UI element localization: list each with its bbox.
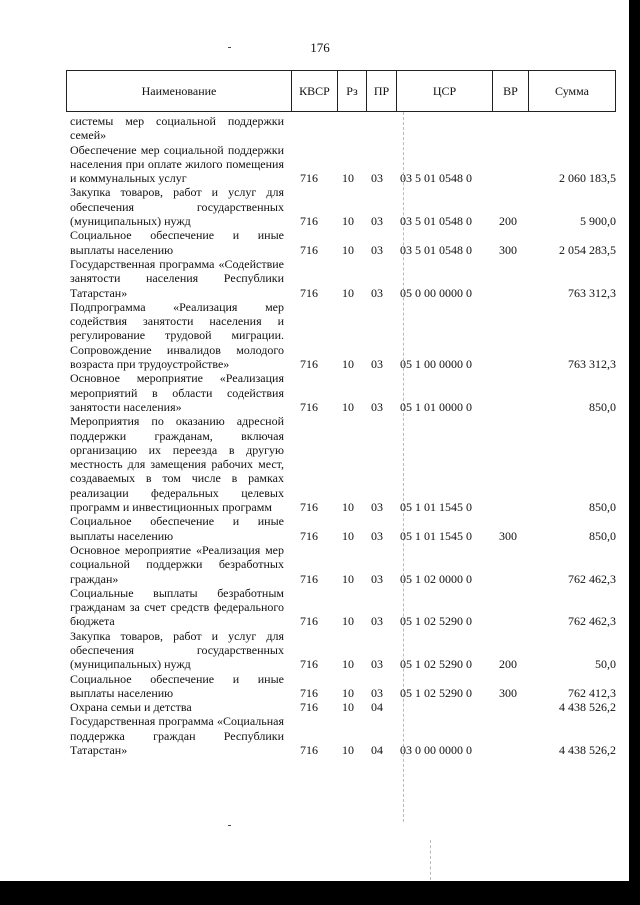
- table-row: [66, 228, 618, 257]
- cell-vr: 300: [499, 685, 517, 700]
- scan-speck: [228, 825, 231, 826]
- cell-rz: 10: [342, 500, 354, 515]
- cell-kvsr: 716: [300, 399, 318, 414]
- cell-pr: 04: [371, 743, 383, 758]
- cell-csr: 05 0 00 0000 0: [400, 285, 472, 300]
- cell-name: Мероприятия по оказанию адресной поддержки гражданам, включая организацию их переезда в другую местность для замещения рабочих мест, создаваемых в том числе в рамках реализации федеральных целевых программ и инвестиционных программ: [70, 414, 284, 515]
- cell-rz: 10: [342, 700, 354, 715]
- cell-sum: 50,0: [595, 657, 616, 672]
- cell-csr: 05 1 02 0000 0: [400, 571, 472, 586]
- table-row: [66, 371, 618, 414]
- cell-csr: 05 1 01 1545 0: [400, 528, 472, 543]
- cell-rz: 10: [342, 399, 354, 414]
- cell-kvsr: 716: [300, 214, 318, 229]
- cell-sum: 762 412,3: [568, 685, 616, 700]
- cell-kvsr: 716: [300, 285, 318, 300]
- table-row: [66, 714, 618, 757]
- cell-pr: 03: [371, 399, 383, 414]
- column-header-sum: Сумма: [555, 84, 589, 98]
- table-row: [66, 514, 618, 543]
- cell-pr: 03: [371, 685, 383, 700]
- cell-pr: 04: [371, 700, 383, 715]
- cell-kvsr: 716: [300, 743, 318, 758]
- cell-kvsr: 716: [300, 242, 318, 257]
- cell-pr: 03: [371, 285, 383, 300]
- cell-rz: 10: [342, 357, 354, 372]
- cell-vr: 300: [499, 242, 517, 257]
- cell-sum: 762 462,3: [568, 571, 616, 586]
- cell-vr: 200: [499, 214, 517, 229]
- table-row: [66, 257, 618, 300]
- scan-border-right: [629, 0, 640, 905]
- cell-kvsr: 716: [300, 657, 318, 672]
- table-row: [66, 143, 618, 186]
- cell-rz: 10: [342, 685, 354, 700]
- table-row: [66, 700, 618, 714]
- column-header-name: Наименование: [67, 71, 292, 111]
- cell-vr: 300: [499, 528, 517, 543]
- column-header-kvsr: КВСР: [292, 71, 338, 111]
- scan-speck: [228, 47, 231, 48]
- cell-kvsr: 716: [300, 685, 318, 700]
- page-number: 176: [310, 40, 330, 55]
- column-header-pr: ПР: [367, 71, 397, 111]
- cell-pr: 03: [371, 500, 383, 515]
- column-header-rz: Рз: [338, 71, 367, 111]
- column-header-csr: ЦСР: [397, 71, 493, 111]
- table-header: [66, 70, 616, 112]
- cell-rz: 10: [342, 614, 354, 629]
- cell-kvsr: 716: [300, 571, 318, 586]
- table-row: [66, 114, 618, 143]
- cell-rz: 10: [342, 743, 354, 758]
- cell-sum: 850,0: [589, 528, 616, 543]
- table-row: [66, 185, 618, 228]
- cell-rz: 10: [342, 285, 354, 300]
- cell-csr: 05 1 02 5290 0: [400, 657, 472, 672]
- cell-name: Закупка товаров, работ и услуг для обеспечения государственных (муниципальных) нужд: [70, 628, 284, 672]
- cell-csr: 03 0 00 0000 0: [400, 743, 472, 758]
- cell-name: Государственная программа «Содействие занятости населения Республики Татарстан»: [70, 256, 284, 300]
- cell-sum: 850,0: [589, 399, 616, 414]
- cell-rz: 10: [342, 214, 354, 229]
- cell-pr: 03: [371, 614, 383, 629]
- scan-border-bottom: [0, 881, 640, 905]
- cell-name: Государственная программа «Социальная поддержка граждан Республики Татарстан»: [70, 714, 284, 758]
- cell-rz: 10: [342, 171, 354, 186]
- column-header-vr: ВР: [493, 71, 529, 111]
- cell-name: Социальные выплаты безработным гражданам за счет средств федерального бюджета: [70, 585, 284, 629]
- cell-sum: 762 462,3: [568, 614, 616, 629]
- cell-kvsr: 716: [300, 700, 318, 715]
- cell-csr: 05 1 00 0000 0: [400, 357, 472, 372]
- cell-csr: 03 5 01 0548 0: [400, 242, 472, 257]
- cell-csr: 05 1 01 0000 0: [400, 399, 472, 414]
- cell-name: Социальное обеспечение и иные выплаты населению: [70, 514, 284, 543]
- table-row: [66, 672, 618, 701]
- cell-pr: 03: [371, 528, 383, 543]
- cell-csr: 05 1 01 1545 0: [400, 500, 472, 515]
- cell-sum: 850,0: [589, 500, 616, 515]
- cell-name: Подпрограмма «Реализация мер содействия занятости населения и регулирование трудовой миграции. Сопровождение инвалидов молодого возраста при трудоустройстве»: [70, 299, 284, 372]
- cell-pr: 03: [371, 214, 383, 229]
- cell-sum: 4 438 526,2: [559, 700, 616, 715]
- cell-sum: 4 438 526,2: [559, 743, 616, 758]
- table-row: [66, 300, 618, 371]
- cell-csr: 03 5 01 0548 0: [400, 171, 472, 186]
- cell-rz: 10: [342, 571, 354, 586]
- cell-name: Социальное обеспечение и иные выплаты населению: [70, 671, 284, 700]
- table-row: [66, 543, 618, 586]
- table-row: [66, 629, 618, 672]
- cell-sum: 763 312,3: [568, 285, 616, 300]
- cell-pr: 03: [371, 571, 383, 586]
- cell-name: Основное мероприятие «Реализация мероприятий в области содействия занятости населения»: [70, 371, 284, 414]
- cell-kvsr: 716: [300, 171, 318, 186]
- cell-csr: 03 5 01 0548 0: [400, 214, 472, 229]
- cell-sum: 5 900,0: [580, 214, 616, 229]
- cell-name: Закупка товаров, работ и услуг для обеспечения государственных (муниципальных) нужд: [70, 185, 284, 229]
- cell-sum: 2 060 183,5: [559, 171, 616, 186]
- cell-pr: 03: [371, 242, 383, 257]
- cell-name: Основное мероприятие «Реализация мер социальной поддержки безработных граждан»: [70, 542, 284, 586]
- cell-rz: 10: [342, 657, 354, 672]
- table-body: [66, 114, 618, 757]
- table-row: [66, 414, 618, 514]
- cell-name: Социальное обеспечение и иные выплаты населению: [70, 228, 284, 257]
- scan-fold-line: [430, 840, 431, 880]
- cell-name: системы мер социальной поддержки семей»: [70, 114, 284, 143]
- cell-csr: 05 1 02 5290 0: [400, 685, 472, 700]
- cell-csr: 05 1 02 5290 0: [400, 614, 472, 629]
- cell-sum: 763 312,3: [568, 357, 616, 372]
- cell-pr: 03: [371, 357, 383, 372]
- cell-vr: 200: [499, 657, 517, 672]
- cell-kvsr: 716: [300, 614, 318, 629]
- cell-sum: 2 054 283,5: [559, 242, 616, 257]
- cell-kvsr: 716: [300, 357, 318, 372]
- cell-rz: 10: [342, 528, 354, 543]
- cell-pr: 03: [371, 657, 383, 672]
- table-row: [66, 586, 618, 629]
- cell-rz: 10: [342, 242, 354, 257]
- cell-name: Охрана семьи и детства: [70, 700, 192, 715]
- cell-kvsr: 716: [300, 528, 318, 543]
- cell-name: Обеспечение мер социальной поддержки населения при оплате жилого помещения и коммунальных услуг: [70, 142, 284, 186]
- cell-pr: 03: [371, 171, 383, 186]
- cell-kvsr: 716: [300, 500, 318, 515]
